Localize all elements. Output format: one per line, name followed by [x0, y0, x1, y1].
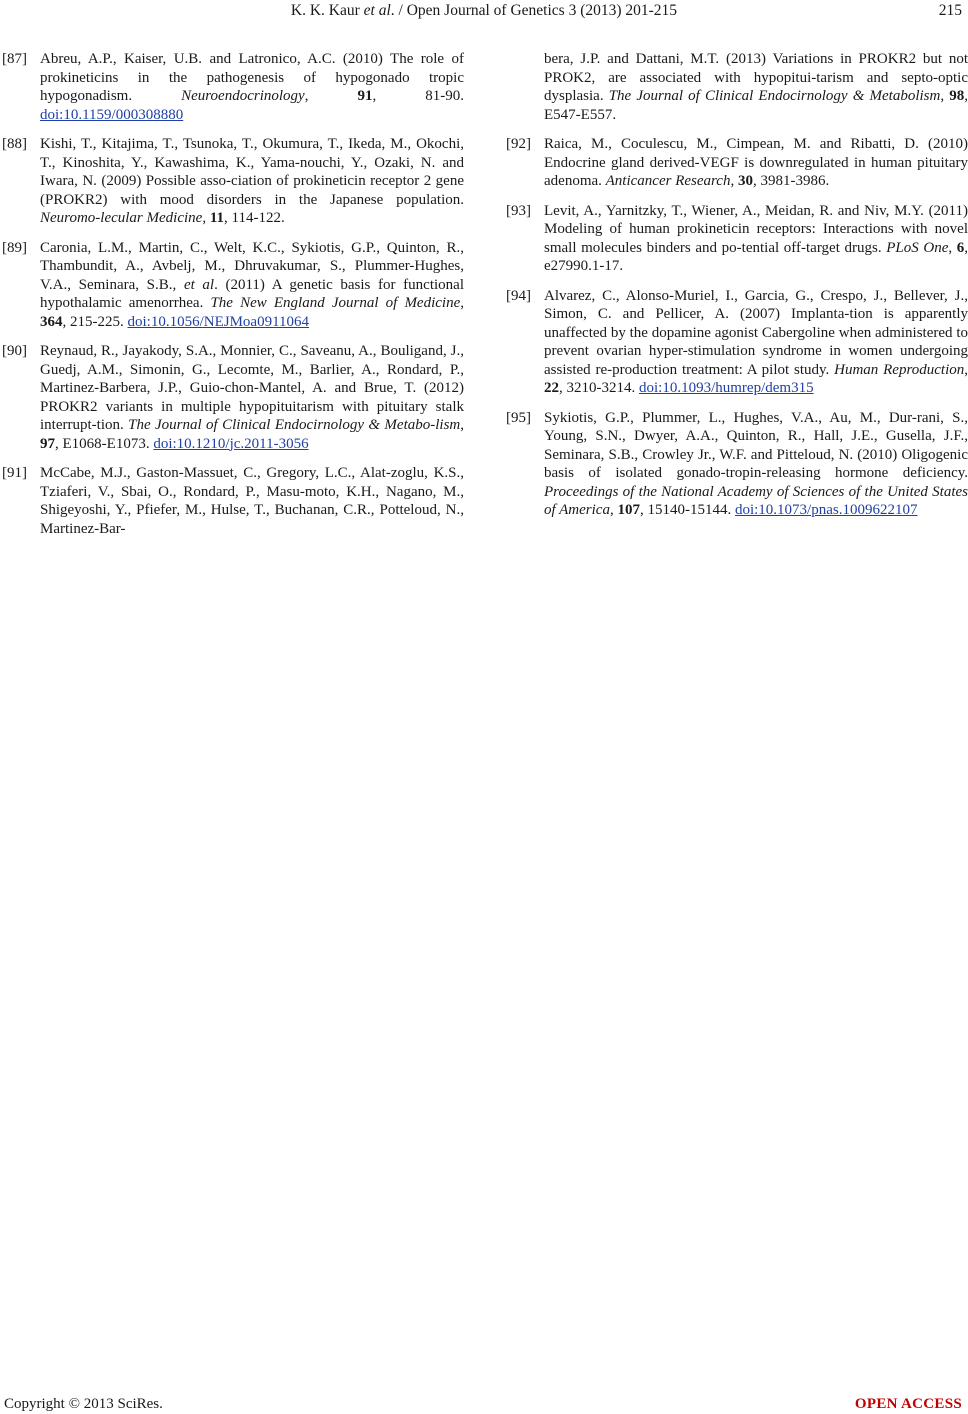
reference-text: , 3981-3986. [752, 173, 830, 189]
reference-entry [506, 202, 968, 276]
reference-text: , [460, 295, 464, 311]
reference-entry [2, 135, 464, 228]
references-right-column [506, 50, 968, 531]
page-number: 215 [938, 2, 962, 19]
reference-number: [93] [506, 202, 531, 219]
doi-link[interactable]: doi:10.1093/humrep/dem315 [639, 380, 814, 396]
reference-italic: et al [183, 276, 215, 293]
reference-number: [89] [2, 239, 27, 256]
reference-text: , [460, 417, 464, 433]
reference-entry [2, 464, 464, 538]
running-title-authors: K. K. Kaur [290, 2, 364, 19]
reference-volume: 107 [617, 502, 640, 518]
reference-volume: 91 [357, 88, 373, 104]
reference-text: , 15140-15144. [639, 502, 735, 518]
reference-italic: Human Reproduction [834, 361, 965, 378]
reference-volume: 97 [40, 435, 55, 452]
doi-link[interactable]: doi:10.1056/NEJMoa0911064 [127, 313, 310, 330]
running-title-journal: . / Open Journal of Genetics 3 (2013) 201-215 [390, 2, 678, 19]
reference-volume: 22 [544, 380, 559, 396]
reference-text: , [730, 173, 738, 189]
reference-text: , [202, 210, 210, 226]
reference-text: , 114-122. [224, 210, 285, 226]
reference-text: , 3210-3214. [559, 380, 639, 396]
reference-italic: Anticancer Research [605, 173, 731, 189]
reference-volume: 98 [949, 88, 965, 104]
reference-text: Raica, M., Coculescu, M., Cimpean, M. and Ribatti, D. (2010) Endocrine gland derived-VEGF is downregulated in human pituitary adenoma. [544, 136, 968, 189]
doi-link[interactable]: doi:10.1159/000308880 [40, 106, 184, 123]
reference-number: [90] [2, 343, 27, 359]
reference-text: , E1068-E1073. [55, 435, 154, 452]
reference-text: bera, J.P. and Dattani, M.T. (2013) Variations in PROKR2 but not PROK2, are associated with hypopitui-tarism and septo-optic dysplasia. [544, 51, 968, 104]
reference-italic: Neuroendocrinology [181, 88, 305, 104]
reference-volume: 364 [40, 313, 63, 330]
running-title [0, 0, 968, 22]
reference-text: , E547-E557. [544, 88, 968, 123]
open-access-label: OPEN ACCESS [854, 1396, 962, 1412]
reference-text: , 215-225. [62, 313, 128, 330]
page-footer [0, 1394, 968, 1414]
reference-volume: 6 [956, 239, 965, 256]
reference-number: [92] [506, 136, 531, 152]
reference-text: , e27990.1-17. [544, 239, 968, 274]
running-title-etal: et al [363, 2, 391, 19]
reference-entry [2, 342, 464, 453]
reference-volume: 11 [209, 210, 224, 226]
reference-text: Alvarez, C., Alonso-Muriel, I., Garcia, G., Crespo, J., Bellever, J., Simon, C. and Pellicer, A. (2007) Implanta-tion is apparently unaffected by the dopamine agonist Cabergoline when administered to prevent ovarian hyper-stimulation syndrome in women undergoing assisted re-production treatment: A pilot study. [544, 287, 968, 378]
reference-text: Sykiotis, G.P., Plummer, L., Hughes, V.A., Au, M., Dur-rani, S., Young, S.N., Dwyer, A.A., Quinton, R., Hall, J.E., Gusella, J.F., Seminara, S.B., Crowley Jr., W.F. and Pitteloud, N. (2010) Oligogenic basis of isolated gonado-tropin-releasing hormone deficiency. [544, 409, 968, 481]
reference-entry [506, 135, 968, 191]
reference-text: , [304, 88, 358, 104]
doi-link[interactable]: doi:10.1210/jc.2011-3056 [153, 435, 309, 452]
reference-text: , [609, 502, 618, 518]
reference-number: [95] [506, 409, 531, 426]
reference-italic: The New England Journal of Medicine [210, 295, 461, 311]
reference-italic: Proceedings of the National Academy of Sciences of the United States of America [544, 483, 968, 518]
reference-text: , [964, 361, 968, 378]
reference-number: [94] [506, 287, 531, 304]
reference-entry [506, 287, 968, 398]
reference-entry [544, 50, 968, 124]
reference-text: Levit, A., Yarnitzky, T., Wiener, A., Meidan, R. and Niv, M.Y. (2011) Modeling of human prokineticin receptors: Interactions with novel small molecules binders and po-tential off-target drugs. [544, 202, 968, 256]
reference-entry [506, 409, 968, 520]
reference-text: Kishi, T., Kitajima, T., Tsunoka, T., Okumura, T., Ikeda, M., Okochi, T., Kinoshita, Y., Kawashima, K., Yama-nouchi, Y., Ozaki, N. and Iwara, N. (2009) Possible asso-ciation of prokineticin receptor 2 gene (PROKR2) with mood disorders in the Japanese population. [40, 136, 464, 208]
reference-text: , [940, 88, 950, 104]
reference-entry [2, 50, 465, 124]
copyright-notice: Copyright © 2013 SciRes. [4, 1396, 163, 1412]
reference-text: , [948, 239, 957, 256]
reference-number: [88] [2, 136, 27, 152]
reference-number: [87] [2, 51, 27, 67]
reference-italic: Neuromo-lecular Medicine [40, 210, 203, 226]
reference-number: [91] [2, 465, 27, 481]
reference-text: , 81-90. [372, 88, 465, 104]
reference-italic: The Journal of Clinical Endocirnology & Metabo-lism [128, 417, 461, 433]
doi-link[interactable]: doi:10.1073/pnas.1009622107 [734, 502, 918, 518]
reference-text: Abreu, A.P., Kaiser, U.B. and Latronico, A.C. (2010) The role of prokineticins in the pathogenesis of hypogonado tropic hypogonadism. [40, 51, 464, 104]
page-header [0, 0, 968, 22]
references-left-column [2, 50, 465, 549]
reference-text: Caronia, L.M., Martin, C., Welt, K.C., Sykiotis, G.P., Quinton, R., Thambundit, A., Avbelj, M., Dhruvakumar, S., Plummer-Hughes, V.A., Seminara, S.B., [40, 239, 464, 293]
reference-italic: PLoS One [886, 239, 949, 256]
reference-text: Reynaud, R., Jayakody, S.A., Monnier, C., Saveanu, A., Bouligand, J., Guedj, A.M., Simonin, G., Lecomte, M., Barlier, A., Rondard, P., Martinez-Barbera, J.P., Guio-chon-Mantel, A. and Brue, T. (2012) PROKR2 variants in multiple hypopituitarism with pituitary stalk interrupt-tion. [40, 343, 464, 433]
reference-volume: 30 [737, 173, 753, 189]
reference-text: . (2011) A genetic basis for functional hypothalamic amenorrhea. [40, 276, 464, 311]
reference-text: McCabe, M.J., Gaston-Massuet, C., Gregory, L.C., Alat-zoglu, K.S., Tziaferi, V., Sbai, O., Rondard, P., Masu-moto, K.H., Nagano, M., Shigeyoshi, Y., Pfiefer, M., Hulse, T., Buchanan, C.R., Potteloud, N., Martinez-Bar- [40, 465, 464, 537]
reference-entry [2, 239, 464, 332]
reference-italic: The Journal of Clinical Endocirnology & Metabolism [608, 88, 941, 104]
